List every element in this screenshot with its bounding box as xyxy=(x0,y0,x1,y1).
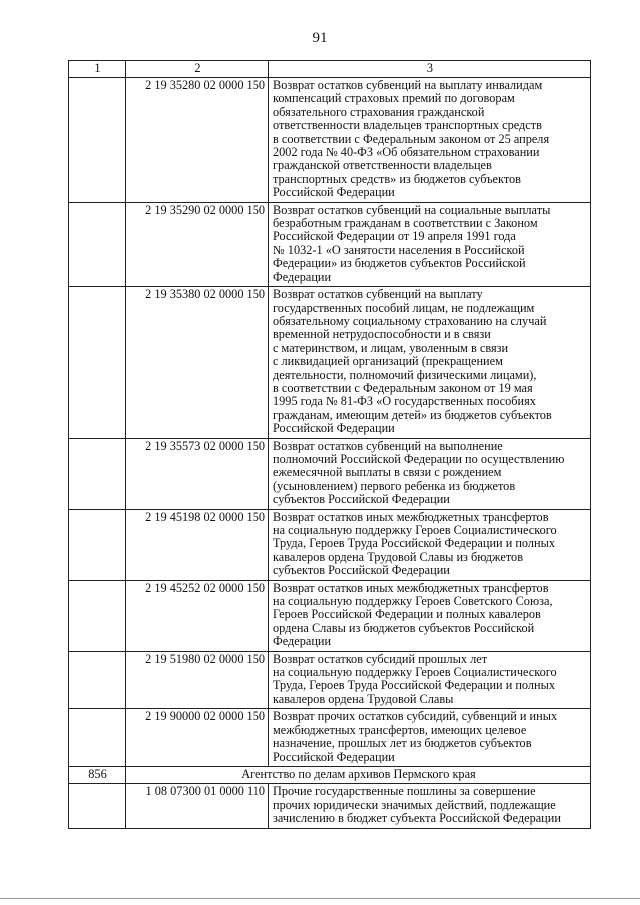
table-header-row xyxy=(69,61,591,78)
description-line: прочих юридически значимых действий, подлежащие xyxy=(273,797,556,812)
table-row xyxy=(69,651,591,709)
revenue-code-cell: 2 19 45198 02 0000 150 xyxy=(126,509,269,580)
description-line: Труда, Героев Труда Российской Федерации и полных xyxy=(273,536,556,551)
header-col-1: 1 xyxy=(69,61,126,78)
section-admin-code: 856 xyxy=(69,766,126,783)
description-cell xyxy=(269,580,591,651)
header-col-2: 2 xyxy=(126,61,269,78)
admin-code-cell xyxy=(69,709,126,767)
description-line: субъектов Российской Федерации xyxy=(273,563,450,578)
admin-code-cell xyxy=(69,438,126,509)
description-cell xyxy=(269,709,591,767)
description-line: на социальную поддержку Героев Советского Союза, xyxy=(273,594,553,609)
description-cell xyxy=(269,287,591,438)
description-line: Труда, Героев Труда Российской Федерации и полных xyxy=(273,678,556,693)
description-cell xyxy=(269,202,591,286)
description-line: обязательному социальному страхованию на случай xyxy=(273,313,547,328)
description-line: Российской Федерации xyxy=(273,749,395,764)
revenue-code-cell: 2 19 90000 02 0000 150 xyxy=(126,709,269,767)
table-row xyxy=(69,438,591,509)
page-bottom-edge xyxy=(0,898,640,899)
description-line: Федерации xyxy=(273,634,332,649)
description-line: Федерации» из бюджетов субъектов Российской xyxy=(273,256,526,271)
description-line: Возврат остатков субвенций на выплату инвалидам xyxy=(273,78,543,92)
description-line: гражданам, имеющим детей» из бюджетов субъектов xyxy=(273,407,552,422)
description-line: обязательного страхования гражданской xyxy=(273,104,485,119)
description-line: Возврат остатков субвенций на выполнение xyxy=(273,438,503,453)
description-line: Федерации xyxy=(273,269,332,284)
description-line: временной нетрудоспособности и в связи xyxy=(273,327,491,342)
description-line: № 1032-1 «О занятости населения в Российской xyxy=(273,242,525,257)
admin-code-cell xyxy=(69,509,126,580)
description-line: субъектов Российской Федерации xyxy=(273,492,450,507)
description-line: кавалеров ордена Трудовой Славы xyxy=(273,691,454,706)
revenue-code-cell: 2 19 35573 02 0000 150 xyxy=(126,438,269,509)
description-cell xyxy=(269,784,591,828)
description-line: в соответствии с Федеральным законом от 25 апреля xyxy=(273,131,550,146)
description-line: Российской Федерации xyxy=(273,185,395,200)
description-line: Героев Российской Федерации и полных кавалеров xyxy=(273,607,541,622)
description-line: ответственности владельцев транспортных средств xyxy=(273,118,542,133)
admin-code-cell xyxy=(69,651,126,709)
section-admin-name: Агентство по делам архивов Пермского края xyxy=(126,766,591,783)
description-line: деятельности, полномочий физическими лицами), xyxy=(273,367,537,382)
description-line: Возврат остатков иных межбюджетных трансфертов xyxy=(273,509,549,524)
admin-code-cell xyxy=(69,287,126,438)
table-row xyxy=(69,784,591,828)
description-line: Возврат остатков субвенций на выплату xyxy=(273,287,483,302)
description-line: 2002 года № 40-ФЗ «Об обязательном страховании xyxy=(273,145,540,160)
description-line: зачислению в бюджет субъекта Российской Федерации xyxy=(273,811,561,826)
revenue-code-cell: 2 19 35380 02 0000 150 xyxy=(126,287,269,438)
description-line: с материнством, и лицам, уволенным в связи xyxy=(273,340,509,355)
revenue-code-cell: 1 08 07300 01 0000 110 xyxy=(126,784,269,828)
description-line: в соответствии с Федеральным законом от 19 мая xyxy=(273,380,533,395)
description-line: государственных пособий лицам, не подлежащим xyxy=(273,300,535,315)
revenue-code-cell: 2 19 35280 02 0000 150 xyxy=(126,78,269,203)
table-row xyxy=(69,709,591,767)
description-line: с ликвидацией организаций (прекращением xyxy=(273,354,503,369)
description-line: Российской Федерации от 19 апреля 1991 года xyxy=(273,229,516,244)
table-row xyxy=(69,580,591,651)
description-line: кавалеров ордена Трудовой Славы из бюджетов xyxy=(273,549,524,564)
description-line: безработным гражданам в соответствии с Законом xyxy=(273,216,538,231)
description-line: Российской Федерации xyxy=(273,421,395,436)
description-line: 1995 года № 81-ФЗ «О государственных пособиях xyxy=(273,394,536,409)
revenue-codes-table xyxy=(68,60,591,829)
description-line: Возврат остатков иных межбюджетных трансфертов xyxy=(273,580,549,595)
description-line: на социальную поддержку Героев Социалистического xyxy=(273,665,557,680)
admin-code-cell xyxy=(69,580,126,651)
description-cell xyxy=(269,509,591,580)
description-line: назначение, прошлых лет из бюджетов субъектов xyxy=(273,736,532,751)
description-cell xyxy=(269,438,591,509)
description-line: Возврат остатков субвенций на социальные выплаты xyxy=(273,202,551,217)
description-line: транспортных средств» из бюджетов субъектов xyxy=(273,171,521,186)
admin-code-cell xyxy=(69,202,126,286)
description-line: Прочие государственные пошлины за совершение xyxy=(273,784,536,799)
description-line: Возврат прочих остатков субсидий, субвенций и иных xyxy=(273,709,558,724)
page-number: 91 xyxy=(312,30,328,46)
revenue-code-cell: 2 19 35290 02 0000 150 xyxy=(126,202,269,286)
admin-code-cell xyxy=(69,784,126,828)
admin-code-cell xyxy=(69,78,126,203)
description-line: межбюджетных трансфертов, имеющих целевое xyxy=(273,722,527,737)
description-line: Возврат остатков субсидий прошлых лет xyxy=(273,651,488,666)
description-cell xyxy=(269,78,591,203)
revenue-code-cell: 2 19 45252 02 0000 150 xyxy=(126,580,269,651)
header-col-3: 3 xyxy=(269,61,591,78)
section-row xyxy=(69,766,591,783)
description-line: ежемесячной выплаты в связи с рождением xyxy=(273,465,502,480)
description-line: компенсаций страховых премий по договорам xyxy=(273,91,515,106)
table-row xyxy=(69,202,591,286)
description-cell xyxy=(269,651,591,709)
description-line: ордена Славы из бюджетов субъектов Российской xyxy=(273,620,535,635)
description-line: гражданской ответственности владельцев xyxy=(273,158,492,173)
table-row xyxy=(69,287,591,438)
description-line: на социальную поддержку Героев Социалистического xyxy=(273,523,557,537)
revenue-code-cell: 2 19 51980 02 0000 150 xyxy=(126,651,269,709)
table-row xyxy=(69,78,591,203)
description-line: полномочий Российской Федерации по осуществлению xyxy=(273,451,565,466)
description-line: (усыновлением) первого ребенка из бюджетов xyxy=(273,478,516,493)
table-row xyxy=(69,509,591,580)
